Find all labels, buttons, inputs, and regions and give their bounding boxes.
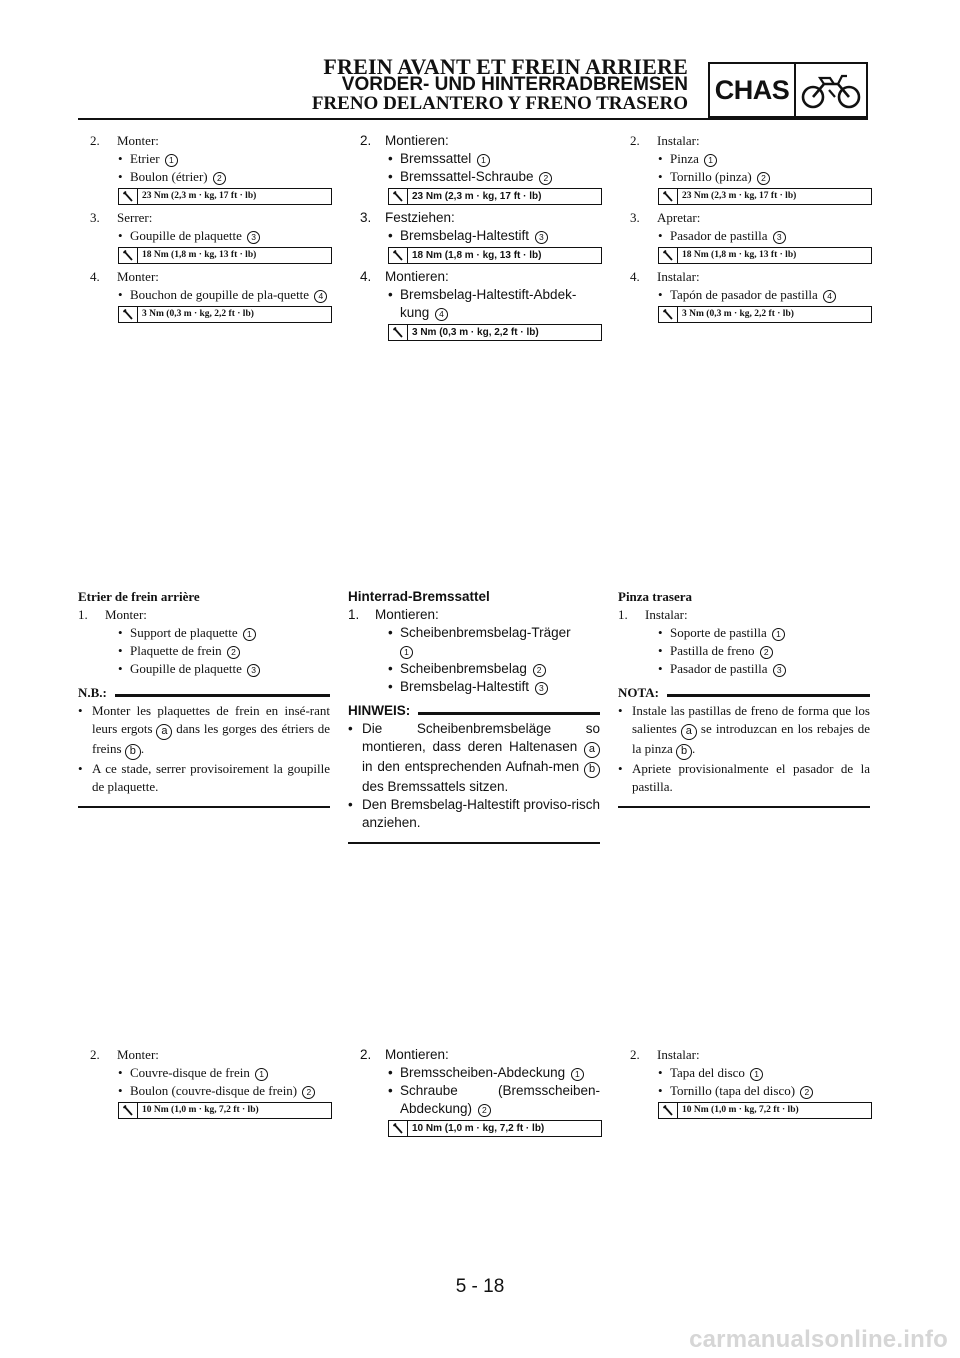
callout-marker: 1 xyxy=(477,154,490,167)
callout-marker: 3 xyxy=(773,231,786,244)
item-label: Etrier xyxy=(130,151,160,166)
torque-spec xyxy=(658,306,872,323)
torque-spec xyxy=(388,324,602,341)
note-end-rule xyxy=(348,842,600,844)
bullet: • xyxy=(388,151,393,166)
header-title-es: FRENO DELANTERO Y FRENO TRASERO xyxy=(311,93,688,114)
bullet: • xyxy=(388,169,393,184)
callout-letter: b xyxy=(125,744,141,760)
es-block-1 xyxy=(618,132,870,327)
callout-marker: 2 xyxy=(227,646,240,659)
note-header xyxy=(78,684,330,702)
note-text: A ce stade, serrer provisoirement la goupille de plaquette. xyxy=(92,761,330,794)
item-label: Tapa del disco xyxy=(670,1065,745,1080)
bullet: • xyxy=(618,761,623,776)
note-text: Die Scheibenbremsbeläge so montieren, dass deren Haltenasen xyxy=(362,721,600,754)
torque-value: 10 Nm (1,0 m · kg, 7,2 ft · lb) xyxy=(142,1105,259,1115)
item-label: Scheibenbremsbelag xyxy=(400,661,527,676)
torque-spec xyxy=(658,247,872,264)
header-title-de: VORDER- UND HINTERRADBREMSEN xyxy=(341,74,688,95)
item-label: Tornillo (tapa del disco) xyxy=(670,1083,796,1098)
item-label: Bremssattel-Schraube xyxy=(400,169,534,184)
note-label: N.B.: xyxy=(78,685,107,700)
item-label: Bremsscheiben-Abdeckung xyxy=(400,1065,566,1080)
bullet: • xyxy=(388,679,393,694)
motorcycle-icon xyxy=(796,64,866,116)
fr-block-2: Etrier de frein arrière 1. Monter: • Support de plaquette 1 • Plaquette de frein 2 • Goupille de plaquette 3 N.B.: • Monter les plaquettes de frein en insé-rant leurs ergots a dans les gorges des étriers de freins b . • A ce stade, serrer provisoirement la goupille de plaquette. xyxy=(78,588,330,808)
item-label: Pastilla de freno xyxy=(670,643,755,658)
bullet: • xyxy=(658,228,663,243)
step-label: Montieren: xyxy=(385,133,449,148)
step-number: 2. xyxy=(630,133,640,148)
callout-marker: 1 xyxy=(750,1068,763,1081)
note-text: in den entsprechenden Aufnah-men xyxy=(362,759,580,774)
note-text: se introduzcan en los rebajes de la pinza xyxy=(632,721,871,756)
item-label: Soporte de pastilla xyxy=(670,625,767,640)
bullet: • xyxy=(618,703,623,718)
page-number: 5 - 18 xyxy=(455,1276,505,1297)
step-label: Monter: xyxy=(117,269,159,284)
torque-spec xyxy=(388,1120,602,1137)
note-text: dans les gorges des étriers de freins xyxy=(92,721,331,756)
watermark: carmanualsonline.info xyxy=(689,1326,948,1353)
callout-marker: 3 xyxy=(773,664,786,677)
note-text: Monter les plaquettes de frein en insé-rant leurs ergots xyxy=(92,703,330,736)
item-label: Bremsbelag-Haltestift xyxy=(400,679,530,694)
callout-marker: 3 xyxy=(535,231,548,244)
header-title-fr: FREIN AVANT ET FREIN ARRIERE xyxy=(323,54,688,79)
torque-spec xyxy=(118,306,332,323)
step-number: 3. xyxy=(90,210,100,225)
torque-value: 23 Nm (2,3 m · kg, 17 ft · lb) xyxy=(682,191,797,201)
step-number: 3. xyxy=(630,210,640,225)
step-label: Montieren: xyxy=(385,1047,449,1062)
bullet: • xyxy=(118,169,123,184)
step-number: 2. xyxy=(90,133,100,148)
callout-marker: 1 xyxy=(243,628,256,641)
callout-marker: 1 xyxy=(165,154,178,167)
item-label: Pasador de pastilla xyxy=(670,228,768,243)
wrench-icon xyxy=(389,325,408,340)
wrench-icon xyxy=(389,248,408,263)
de-block-1 xyxy=(348,132,600,345)
bullet: • xyxy=(658,643,663,658)
de-block-3 xyxy=(348,1046,600,1141)
bullet: • xyxy=(658,169,663,184)
step-label: Montieren: xyxy=(375,607,439,622)
torque-value: 18 Nm (1,8 m · kg, 13 ft · lb) xyxy=(142,250,257,260)
step-number: 3. xyxy=(360,210,372,225)
fr-block-3 xyxy=(78,1046,330,1123)
bullet: • xyxy=(658,1065,663,1080)
wrench-icon xyxy=(119,1103,138,1118)
item-label: Tapón de pasador de pastilla xyxy=(670,287,818,302)
item-label: Goupille de plaquette xyxy=(130,228,242,243)
step-label: Instalar: xyxy=(645,607,688,622)
bullet: • xyxy=(348,721,353,736)
callout-marker: 1 xyxy=(255,1068,268,1081)
callout-marker: 4 xyxy=(435,308,448,321)
wrench-icon xyxy=(659,248,678,263)
torque-value: 3 Nm (0,3 m · kg, 2,2 ft · lb) xyxy=(682,309,794,319)
torque-spec xyxy=(118,188,332,205)
wrench-icon xyxy=(119,307,138,322)
step-label: Monter: xyxy=(117,1047,159,1062)
item-label: Boulon (étrier) xyxy=(130,169,208,184)
note-header xyxy=(618,684,870,702)
callout-marker: 3 xyxy=(535,682,548,695)
item-label: Bouchon de goupille de pla-quette xyxy=(130,287,310,302)
bullet: • xyxy=(388,287,393,302)
step-label: Instalar: xyxy=(657,133,700,148)
torque-value: 10 Nm (1,0 m · kg, 7,2 ft · lb) xyxy=(412,1123,545,1134)
bullet: • xyxy=(118,661,123,676)
es-block-3 xyxy=(618,1046,870,1123)
callout-marker: 3 xyxy=(247,231,260,244)
badge-label: CHAS xyxy=(710,64,796,116)
callout-letter: b xyxy=(584,762,600,778)
bullet: • xyxy=(658,151,663,166)
bullet: • xyxy=(118,228,123,243)
item-label: Tornillo (pinza) xyxy=(670,169,752,184)
torque-value: 10 Nm (1,0 m · kg, 7,2 ft · lb) xyxy=(682,1105,799,1115)
bullet: • xyxy=(78,703,83,718)
step-number: 4. xyxy=(630,269,640,284)
item-label: Goupille de plaquette xyxy=(130,661,242,676)
wrench-icon xyxy=(119,248,138,263)
item-label: Plaquette de frein xyxy=(130,643,222,658)
torque-value: 23 Nm (2,3 m · kg, 17 ft · lb) xyxy=(142,191,257,201)
wrench-icon xyxy=(389,189,408,204)
fr-block-1 xyxy=(78,132,330,327)
bullet: • xyxy=(388,625,393,640)
step-number: 4. xyxy=(90,269,100,284)
step-number: 4. xyxy=(360,269,372,284)
section-title: Hinterrad-Bremssattel xyxy=(348,589,490,604)
callout-marker: 1 xyxy=(400,646,413,659)
note-text: Apriete provisionalmente el pasador de la pastilla. xyxy=(632,761,870,794)
item-label: Bremssattel xyxy=(400,151,472,166)
bullet: • xyxy=(118,287,123,302)
torque-spec xyxy=(658,188,872,205)
item-label: Bremsbelag-Haltestift-Abdek-kung xyxy=(400,287,577,320)
bullet: • xyxy=(118,625,123,640)
step-label: Monter: xyxy=(105,607,147,622)
note-rule xyxy=(418,712,600,715)
step-label: Instalar: xyxy=(657,269,700,284)
callout-marker: 2 xyxy=(478,1104,491,1117)
torque-value: 3 Nm (0,3 m · kg, 2,2 ft · lb) xyxy=(412,327,539,338)
item-label: Couvre-disque de frein xyxy=(130,1065,250,1080)
note-end-rule xyxy=(78,806,330,808)
callout-letter: a xyxy=(584,742,600,758)
callout-marker: 1 xyxy=(772,628,785,641)
torque-value: 23 Nm (2,3 m · kg, 17 ft · lb) xyxy=(412,191,542,202)
note-label: NOTA: xyxy=(618,685,659,700)
bullet: • xyxy=(658,625,663,640)
callout-letter: a xyxy=(681,724,697,740)
callout-marker: 1 xyxy=(704,154,717,167)
section-title: Pinza trasera xyxy=(618,589,693,604)
note-rule xyxy=(115,694,330,697)
bullet: • xyxy=(658,661,663,676)
bullet: • xyxy=(658,1083,663,1098)
torque-value: 18 Nm (1,8 m · kg, 13 ft · lb) xyxy=(682,250,797,260)
bullet: • xyxy=(118,1065,123,1080)
bullet: • xyxy=(118,1083,123,1098)
note-text: des Bremssattels sitzen. xyxy=(362,779,509,794)
step-number: 2. xyxy=(360,1047,372,1062)
bullet: • xyxy=(388,661,393,676)
torque-spec xyxy=(658,1102,872,1119)
note-rule xyxy=(667,694,870,697)
callout-marker: 3 xyxy=(247,664,260,677)
es-block-2: Pinza trasera 1. Instalar: • Soporte de pastilla 1 • Pastilla de freno 2 • Pasador de pastilla 3 NOTA: • Instale las pastillas de freno de forma que los salientes a se introduzcan en los rebajes de la pinza b . • Apriete provisionalmente el pasador de la pastilla. xyxy=(618,588,870,808)
note-header xyxy=(348,702,600,720)
note-text: Instale las pastillas de freno de forma que los salientes xyxy=(632,703,870,736)
callout-marker: 2 xyxy=(760,646,773,659)
item-label: Boulon (couvre-disque de frein) xyxy=(130,1083,298,1098)
step-number: 1. xyxy=(618,607,628,622)
wrench-icon xyxy=(119,189,138,204)
step-label: Serrer: xyxy=(117,210,153,225)
torque-value: 18 Nm (1,8 m · kg, 13 ft · lb) xyxy=(412,250,542,261)
step-label: Monter: xyxy=(117,133,159,148)
torque-value: 3 Nm (0,3 m · kg, 2,2 ft · lb) xyxy=(142,309,254,319)
bullet: • xyxy=(348,797,353,812)
torque-spec xyxy=(388,247,602,264)
item-label: Pasador de pastilla xyxy=(670,661,768,676)
header-rule xyxy=(78,118,868,120)
bullet: • xyxy=(658,287,663,302)
bullet: • xyxy=(388,1065,393,1080)
item-label: Scheibenbremsbelag-Träger xyxy=(400,625,571,640)
wrench-icon xyxy=(659,307,678,322)
callout-letter: a xyxy=(156,724,172,740)
callout-marker: 2 xyxy=(757,172,770,185)
callout-marker: 2 xyxy=(533,664,546,677)
step-number: 2. xyxy=(90,1047,100,1062)
callout-marker: 2 xyxy=(800,1086,813,1099)
item-label: Support de plaquette xyxy=(130,625,238,640)
callout-marker: 2 xyxy=(539,172,552,185)
callout-marker: 4 xyxy=(823,290,836,303)
wrench-icon xyxy=(389,1121,408,1136)
section-title: Etrier de frein arrière xyxy=(78,589,200,604)
step-label: Instalar: xyxy=(657,1047,700,1062)
torque-spec xyxy=(118,1102,332,1119)
step-number: 2. xyxy=(630,1047,640,1062)
step-number: 1. xyxy=(78,607,88,622)
step-label: Montieren: xyxy=(385,269,449,284)
callout-marker: 2 xyxy=(302,1086,315,1099)
step-label: Apretar: xyxy=(657,210,701,225)
step-label: Festziehen: xyxy=(385,210,455,225)
callout-marker: 4 xyxy=(314,290,327,303)
bullet: • xyxy=(118,151,123,166)
note-text: Den Bremsbelag-Haltestift proviso-risch anziehen. xyxy=(362,797,600,830)
callout-letter: b xyxy=(676,744,692,760)
torque-spec xyxy=(388,188,602,205)
bullet: • xyxy=(388,1083,393,1098)
bullet: • xyxy=(78,761,83,776)
bullet: • xyxy=(118,643,123,658)
wrench-icon xyxy=(659,189,678,204)
item-label: Pinza xyxy=(670,151,699,166)
callout-marker: 2 xyxy=(213,172,226,185)
de-block-2 xyxy=(348,588,600,844)
wrench-icon xyxy=(659,1103,678,1118)
item-label: Schraube (Bremsscheiben-Abdeckung) xyxy=(400,1083,600,1116)
bullet: • xyxy=(388,228,393,243)
chas-badge xyxy=(708,62,868,118)
callout-marker: 1 xyxy=(571,1068,584,1081)
step-number: 2. xyxy=(360,133,372,148)
item-label: Bremsbelag-Haltestift xyxy=(400,228,530,243)
torque-spec xyxy=(118,247,332,264)
note-end-rule xyxy=(618,806,870,808)
step-number: 1. xyxy=(348,607,360,622)
note-label: HINWEIS: xyxy=(348,703,411,718)
